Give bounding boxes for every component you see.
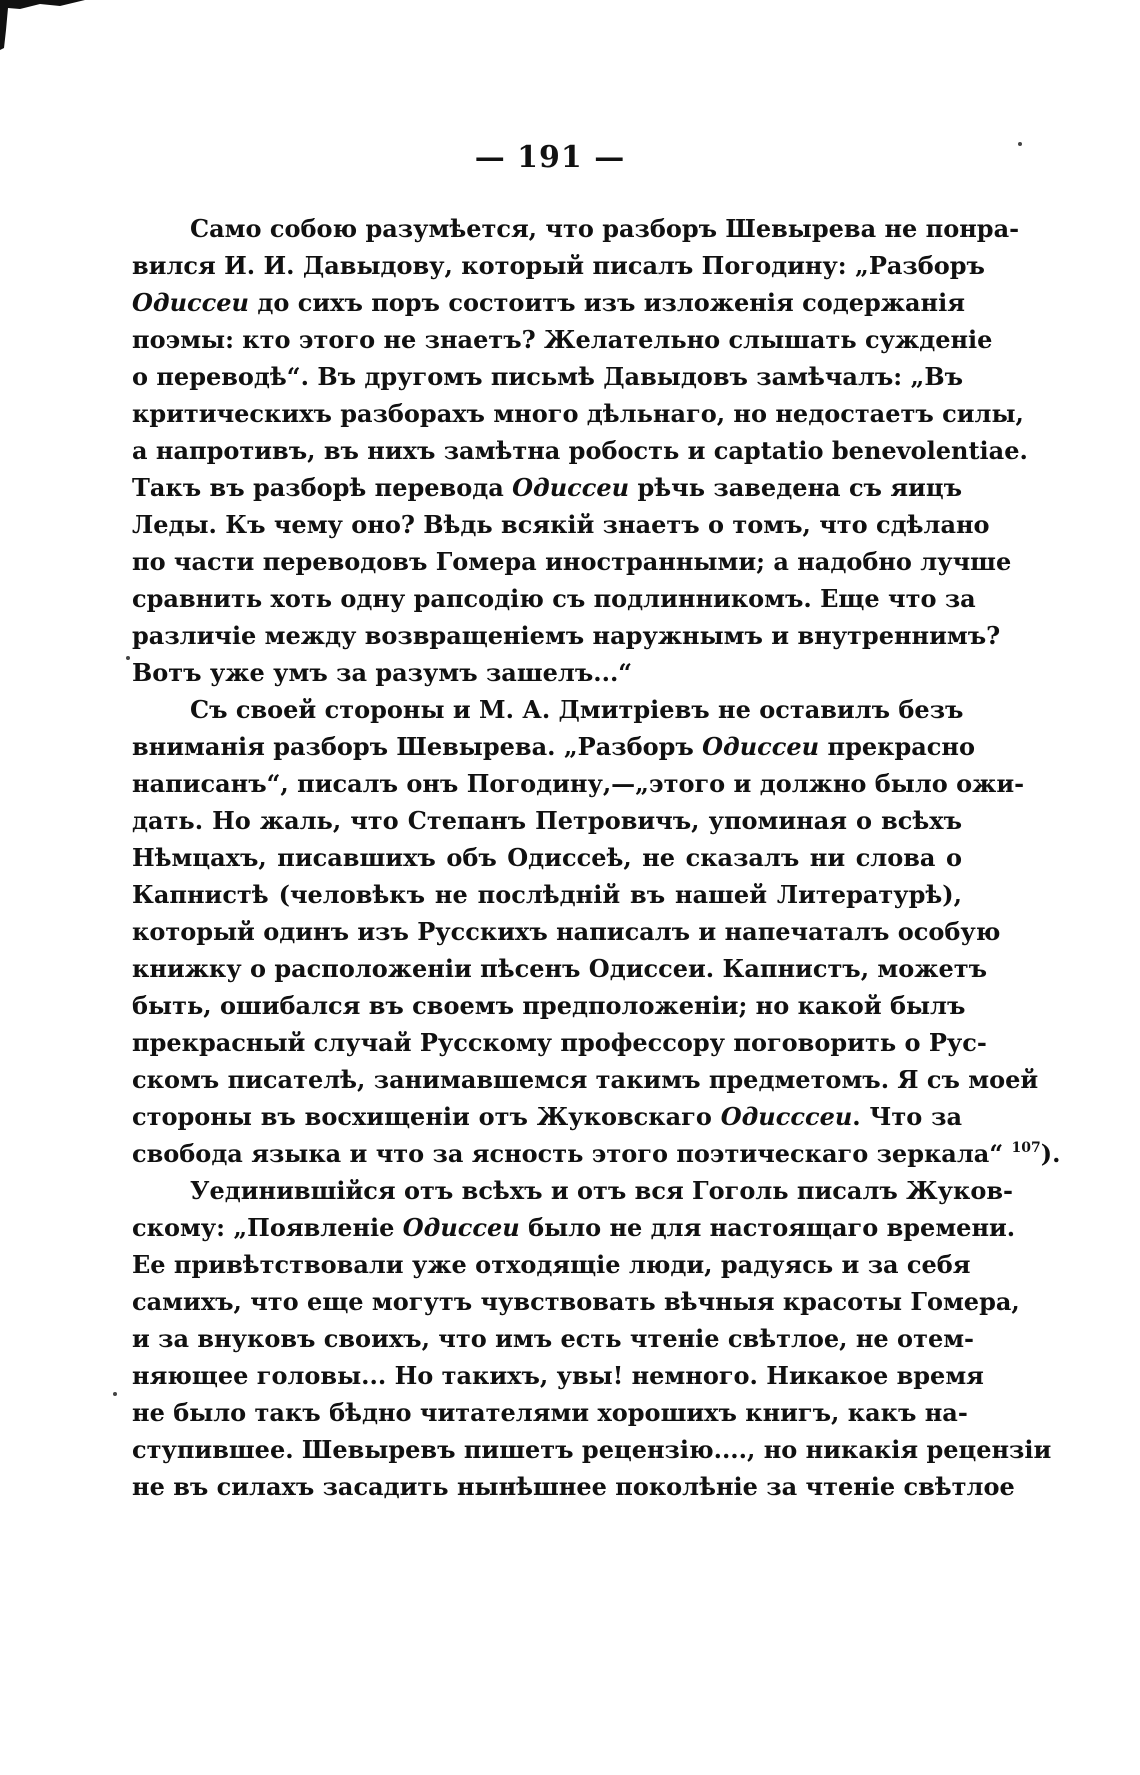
page-number: — 191 — [474, 140, 626, 175]
text-run: поэмы: кто этого не знаетъ? Желательно слышать сужденіе [132, 325, 993, 354]
text-run: скому: „Появленіе [132, 1213, 403, 1242]
text-run: вился И. И. Давыдову, который писалъ Погодину: „Разборъ [132, 251, 985, 280]
body-text [132, 210, 1061, 1505]
text-run: книжку о расположеніи пѣсенъ Одиссеи. Капнистъ, можетъ [132, 954, 988, 983]
text-line [132, 358, 962, 395]
text-run: не было такъ бѣдно читателями хорошихъ книгъ, какъ на- [132, 1398, 968, 1427]
text-line [132, 284, 965, 321]
text-line [132, 543, 1012, 580]
text-run: и за внуковъ своихъ, что имъ есть чтеніе свѣтлое, не отем- [132, 1324, 975, 1353]
text-line [132, 247, 985, 284]
text-line [132, 839, 962, 876]
text-run: Съ своей стороны и М. А. Дмитріевъ не оставилъ безъ [190, 695, 964, 724]
text-run: по части переводовъ Гомера иностранными; а надобно лучше [132, 547, 1012, 576]
italic-title: Одиссеи [402, 1213, 520, 1242]
text-run: . Что за [852, 1102, 962, 1131]
text-line [132, 913, 1001, 950]
scan-corner-mark [0, 0, 90, 50]
text-line [132, 1468, 1015, 1505]
scan-speck [126, 656, 130, 660]
text-line [132, 321, 993, 358]
text-run: свобода языка и что за ясность этого поэтическаго зеркала“ [132, 1139, 1012, 1168]
text-line [132, 1394, 968, 1431]
text-line [132, 876, 962, 913]
text-line [132, 987, 966, 1024]
text-line [132, 765, 1025, 802]
text-line [132, 1431, 1052, 1468]
text-line [132, 1209, 1016, 1246]
italic-title: Одисссеи [720, 1102, 853, 1131]
italic-title: Одиссеи [512, 473, 630, 502]
text-line [132, 469, 962, 506]
text-run: Такъ въ разборѣ перевода [132, 473, 513, 502]
text-run: самихъ, что еще могутъ чувствовать вѣчныя красоты Гомера, [132, 1287, 1020, 1316]
text-run: Ее привѣтствовали уже отходящіе люди, радуясь и за себя [132, 1250, 971, 1279]
text-line [132, 580, 976, 617]
text-run: вниманія разборъ Шевырева. „Разборъ [132, 732, 703, 761]
text-line [132, 432, 1028, 469]
text-run: было не для настоящаго времени. [519, 1213, 1016, 1242]
text-line [132, 1135, 1061, 1172]
text-run: ступившее. Шевыревъ пишетъ рецензію...., но никакія рецензіи [132, 1435, 1052, 1464]
text-line [132, 1320, 975, 1357]
text-line [132, 1246, 971, 1283]
text-run: который одинъ изъ Русскихъ написалъ и напечаталъ особую [132, 917, 1001, 946]
text-run: прекрасный случай Русскому профессору поговорить о Рус- [132, 1028, 987, 1057]
text-line [132, 654, 962, 691]
italic-title: Одиссеи [702, 732, 820, 761]
text-line [132, 1061, 1039, 1098]
text-line [132, 1172, 1013, 1209]
text-line [132, 950, 988, 987]
text-line [132, 506, 990, 543]
footnote-ref: 107 [1011, 1140, 1041, 1156]
text-run: о переводѣ“. Въ другомъ письмѣ Давыдовъ замѣчалъ: „Въ [132, 362, 964, 391]
text-line [132, 1098, 962, 1135]
scan-speck [1018, 142, 1022, 146]
text-line [132, 395, 1024, 432]
italic-title: Одиссеи [132, 288, 249, 317]
text-run: дать. Но жаль, что Степанъ Петровичъ, упоминая о всѣхъ [132, 806, 962, 835]
text-run: до сихъ поръ состоитъ изъ изложенія содержанія [249, 288, 965, 317]
text-run: а напротивъ, въ нихъ замѣтна робость и captatio benevolentiae. [132, 436, 1028, 465]
text-run: рѣчь заведена съ яицъ [629, 473, 962, 502]
text-run: Само собою разумѣется, что разборъ Шевырева не понра- [190, 214, 1020, 243]
text-run: Капнистѣ (человѣкъ не послѣдній въ нашей Литературѣ), [132, 880, 962, 909]
text-run: Вотъ уже умъ за разумъ зашелъ...“ [132, 658, 633, 687]
text-line [132, 802, 962, 839]
text-run: сравнить хоть одну рапсодію съ подлинникомъ. Еще что за [132, 584, 976, 613]
text-line [132, 617, 1001, 654]
text-run: Уединившійся отъ всѣхъ и отъ вся Гоголь писалъ Жуков- [190, 1176, 1013, 1205]
scan-speck [113, 1392, 117, 1396]
text-line [132, 728, 975, 765]
text-run: стороны въ восхищеніи отъ Жуковскаго [132, 1102, 721, 1131]
text-run: скомъ писателѣ, занимавшемся такимъ предметомъ. Я съ моей [132, 1065, 1039, 1094]
text-line [132, 1024, 987, 1061]
text-run: няющее головы... Но такихъ, увы! немного. Никакое время [132, 1361, 984, 1390]
text-line [132, 1357, 984, 1394]
text-run: критическихъ разборахъ много дѣльнаго, но недостаетъ силы, [132, 399, 1024, 428]
text-run: не въ силахъ засадить нынѣшнее поколѣніе за чтеніе свѣтлое [132, 1472, 1015, 1501]
text-run: Нѣмцахъ, писавшихъ объ Одиссеѣ, не сказалъ ни слова о [132, 843, 962, 872]
text-run: быть, ошибался въ своемъ предположеніи; но какой былъ [132, 991, 966, 1020]
text-run: прекрасно [819, 732, 975, 761]
text-run: написанъ“, писалъ онъ Погодину,—„этого и должно было ожи- [132, 769, 1025, 798]
text-run: ). [1040, 1139, 1061, 1168]
text-run: Леды. Къ чему оно? Вѣдь всякій знаетъ о томъ, что сдѣлано [132, 510, 990, 539]
text-line [132, 210, 1020, 247]
text-line [132, 691, 962, 728]
text-run: различіе между возвращеніемъ наружнымъ и внутреннимъ? [132, 621, 1001, 650]
text-line [132, 1283, 1020, 1320]
